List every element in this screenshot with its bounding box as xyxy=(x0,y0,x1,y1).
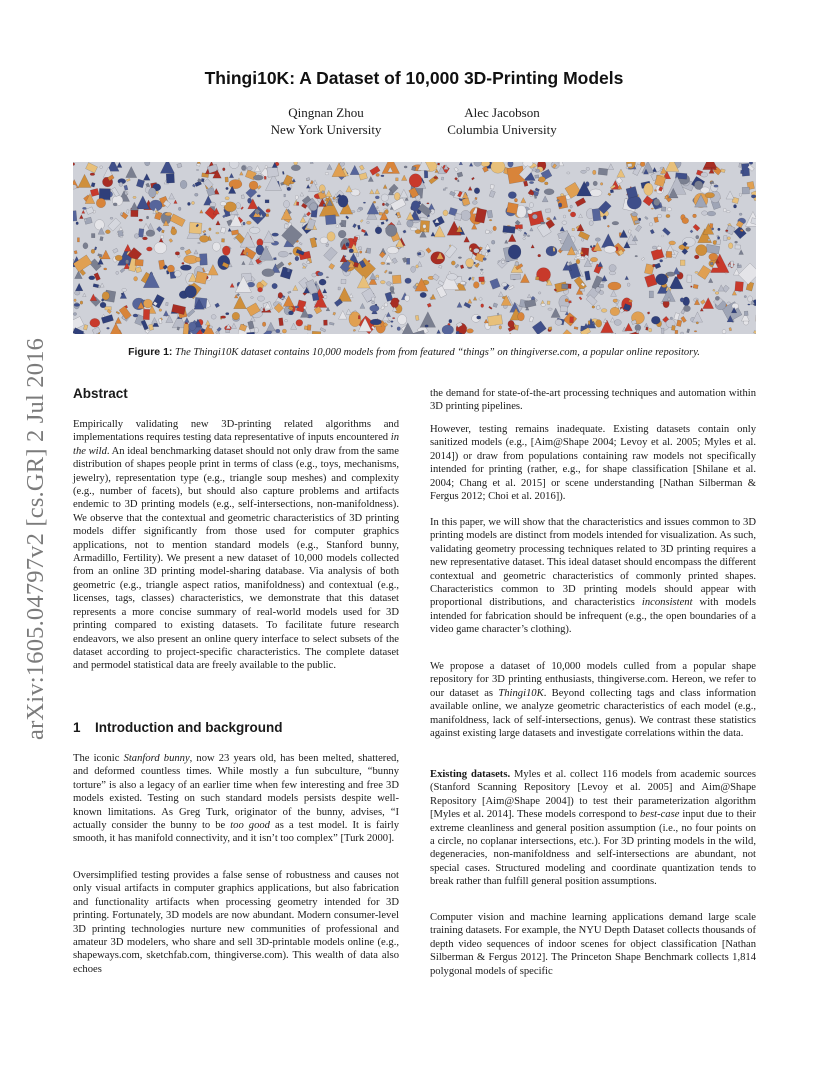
body-paragraph: Computer vision and machine learning applications demand large scale training datasets. For example, the NYU Depth Dataset collects thousands of depth video sequences of indoor scenes for object classification [Nathan Silberman & Fergus 2012]. The Princeton Shape Benchmark collects 1,814 polygonal models of specific xyxy=(430,912,756,977)
abstract-paragraph: Empirically validating new 3D-printing related algorithms and implementations requires testing data representative of inputs encountered in the wild. An ideal benchmarking dataset should not only draw from the same distribution of shapes people print in terms of class (e.g., toys, mechanisms, jewelry), representation type (e.g., triangle soup meshes) and complexity (e.g., number of facets), but should also capture problems and artifacts endemic to 3D printing models (e.g., self-intersections, non-manifoldness). We observe that the contextual and geometric characteristics of 3D printing models differ significantly from those used for computer graphics applications, not to mention standard models (e.g., Stanford bunny, Armadillo, Fertility). We present a new dataset of 10,000 models collected from an online 3D printing model-sharing database. Via analysis of both geometric (e.g., triangle aspect ratios, manifoldness) and contextual (e.g., licenses, tags, classes) characteristics, we demonstrate that this dataset represents a more concise summary of real-world models used for 3D printing compared to existing datasets. To facilitate future research endeavors, we also present an online query interface to select subsets of the dataset according to project-specific characteristics. The complete dataset and permodel statistical data are freely available to the public. xyxy=(73,419,399,672)
teaser-figure-model-mosaic xyxy=(73,162,756,334)
body-paragraph: The iconic Stanford bunny, now 23 years old, has been melted, shattered, and deformed countless times. While mostly a fun subculture, “bunny torture” is also a legacy of an earlier time when few interesting and free 3D models existed. Testing on such standard models persists despite well-known limitations. As Greg Turk, originator of the bunny, advises, “I actually consider the bunny to be too good as a test model. It is fairly smooth, it has manifold connectivity, and it isn’t too complex” [Turk 2000]. xyxy=(73,753,399,845)
body-paragraph: Oversimplified testing provides a false sense of robustness and causes not only visual artifacts in computer graphics applications, but also fabrication and functionality artifacts when processing geometry intended for 3D printing. Fortunately, 3D models are now abundant. Modern consumer-level 3D printing technologies nurture new communities of professional and amateur 3D modelers, who share and sell 3D-printable models online (e.g., shapeways.com, sketchfab.com, thingiverse.com). This wealth of data also echoes xyxy=(73,870,399,975)
author-affiliation: Columbia University xyxy=(447,122,557,137)
arxiv-identifier: arXiv:1605.04797v2 [cs.GR] 2 Jul 2016 xyxy=(22,337,49,740)
author-block xyxy=(422,104,582,138)
paper-title: Thingi10K: A Dataset of 10,000 3D-Printing Models xyxy=(204,68,624,88)
body-paragraph: the demand for state-of-the-art processing techniques and automation within 3D printing pipelines. xyxy=(430,388,756,413)
section-number: 1 xyxy=(73,720,81,735)
run-in-heading: Existing datasets. xyxy=(430,769,511,780)
figure-label: Figure 1: xyxy=(128,346,173,358)
body-paragraph: However, testing remains inadequate. Existing datasets contain only sanitized models (e.g., [Aim@Shape 2004; Levoy et al. 2005; Myles et al. 2014]) or draw from populations containing raw models not specifically intended for printing (rather, e.g., for shape classification [Shilane et al. 2004; Chang et al. 2015] or scene understanding [Nathan Silberman & Fergus 2012; Choi et al. 2016]). xyxy=(430,424,756,503)
body-paragraph: Existing datasets. Myles et al. collect 116 models from academic sources (Stanford Scanning Repository [Levoy et al. 2005] and Aim@Shape Repository [Aim@Shape 2004]) to test their parameterization algorithm [Myles et al. 2014]. These models correspond to best-case input due to their extreme cleanliness and general position assumption (i.e., no four points on a circle, no coplanar intersections, etc.). For 3D printing models in the wild, degeneracies, non-manifoldness and self-intersections are abundant, not special cases. Structured modeling and coordinate quantization tends to break rather than fulfill general position assumptions. xyxy=(430,769,757,888)
author-affiliation: New York University xyxy=(270,122,382,137)
section-heading-introduction xyxy=(73,720,283,735)
figure-caption-text: The Thingi10K dataset contains 10,000 models from from featured “things” on thingiverse.com, a popular online repository. xyxy=(175,347,700,358)
section-title: Introduction and background xyxy=(95,720,283,735)
body-paragraph: In this paper, we will show that the characteristics and issues common to 3D printing models are distinct from models intended for visualization. As such, validating geometry processing techniques related to 3D printing requires a new representative dataset. This ideal dataset should encompass the different contextual and geometric characteristics of commonly printed shapes. Characteristics common to 3D printing models should appear with proportional distributions, and characteristics inconsistent with models intended for fabrication should be infrequent (e.g., the open boundaries of a video game character’s clothing). xyxy=(430,517,757,636)
abstract-heading: Abstract xyxy=(73,386,128,401)
figure-caption xyxy=(0,346,828,359)
author-block xyxy=(246,104,406,138)
author-name: Alec Jacobson xyxy=(464,105,540,120)
author-name: Qingnan Zhou xyxy=(288,105,364,120)
body-paragraph: We propose a dataset of 10,000 models culled from a popular shape repository for 3D printing enthusiasts, thingiverse.com. Hereon, we refer to our dataset as Thingi10K. Beyond collecting tags and class information available online, we analyze geometric characteristics of each model (e.g., manifoldness, lack of self-intersections, genus). We contrast these statistics against existing large datasets and investigate correlations within the data. xyxy=(430,661,756,740)
